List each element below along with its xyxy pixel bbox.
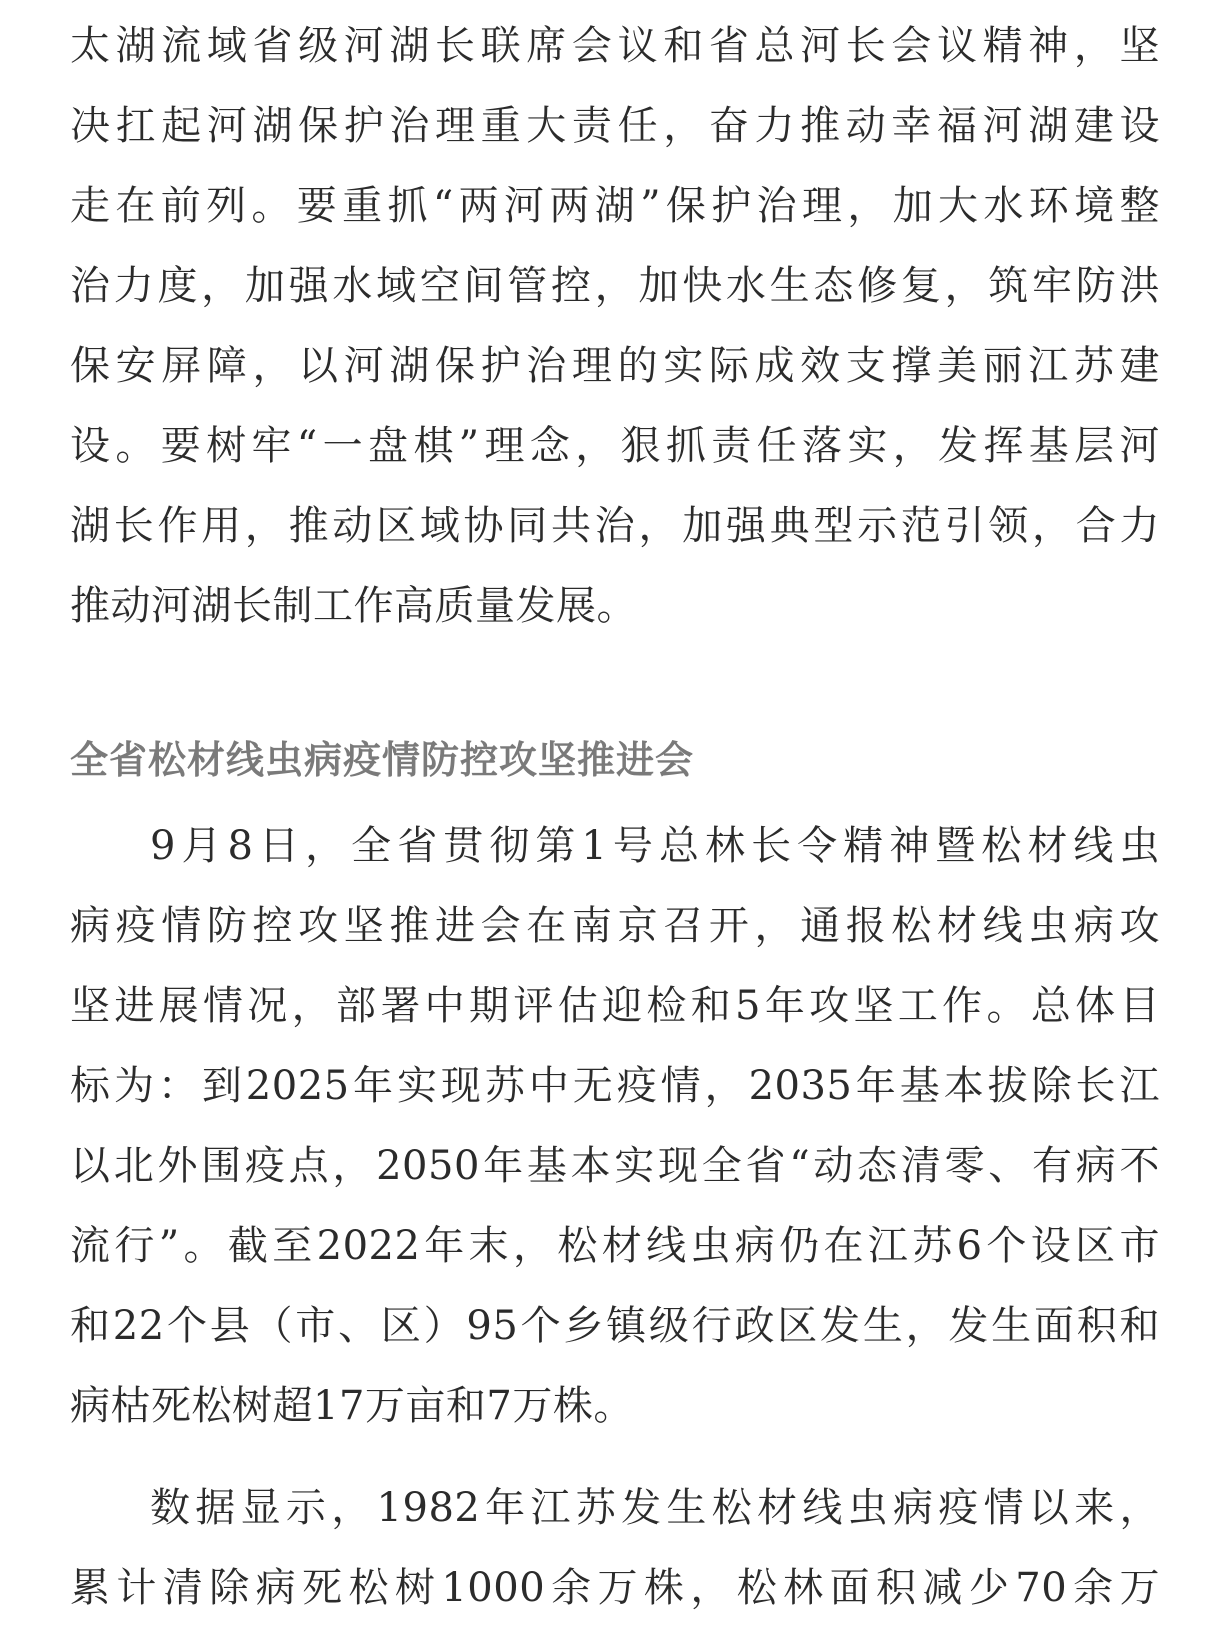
paragraph-1-line-3: 走在前列。要重抓“两河两湖”保护治理，加大水环境整 — [70, 183, 1160, 229]
section-heading: 全省松材线虫病疫情防控攻坚推进会 — [70, 738, 695, 782]
paragraph-1-line-2: 决扛起河湖保护治理重大责任，奋力推动幸福河湖建设 — [70, 103, 1160, 149]
paragraph-1-line-7: 湖长作用，推动区域协同共治，加强典型示范引领，合力 — [70, 503, 1160, 549]
paragraph-1-line-1: 太湖流域省级河湖长联席会议和省总河长会议精神，坚 — [70, 23, 1160, 69]
paragraph-3-line-2: 累计清除病死松树1000余万株，松林面积减少70余万 — [70, 1565, 1160, 1611]
paragraph-2-line-5: 以北外围疫点，2050年基本实现全省“动态清零、有病不 — [70, 1143, 1160, 1189]
paragraph-2-line-3: 坚进展情况，部署中期评估迎检和5年攻坚工作。总体目 — [70, 983, 1160, 1029]
paragraph-2-line-1: 9月8日，全省贯彻第1号总林长令精神暨松材线虫 — [150, 823, 1160, 869]
paragraph-2-line-2: 病疫情防控攻坚推进会在南京召开，通报松材线虫病攻 — [70, 903, 1160, 949]
paragraph-1-line-8: 推动河湖长制工作高质量发展。 — [70, 583, 637, 629]
paragraph-1-line-5: 保安屏障，以河湖保护治理的实际成效支撑美丽江苏建 — [70, 343, 1160, 389]
paragraph-1-line-4: 治力度，加强水域空间管控，加快水生态修复，筑牢防洪 — [70, 263, 1160, 309]
paragraph-2-line-7: 和22个县（市、区）95个乡镇级行政区发生，发生面积和 — [70, 1303, 1160, 1349]
paragraph-2-line-8: 病枯死松树超17万亩和7万株。 — [70, 1383, 634, 1429]
paragraph-3-line-1: 数据显示，1982年江苏发生松材线虫病疫情以来， — [150, 1485, 1160, 1531]
paragraph-1-line-6: 设。要树牢“一盘棋”理念，狠抓责任落实，发挥基层河 — [70, 423, 1160, 469]
paragraph-2-line-6: 流行”。截至2022年末，松材线虫病仍在江苏6个设区市 — [70, 1223, 1160, 1269]
paragraph-2-line-4: 标为：到2025年实现苏中无疫情，2035年基本拔除长江 — [70, 1063, 1160, 1109]
